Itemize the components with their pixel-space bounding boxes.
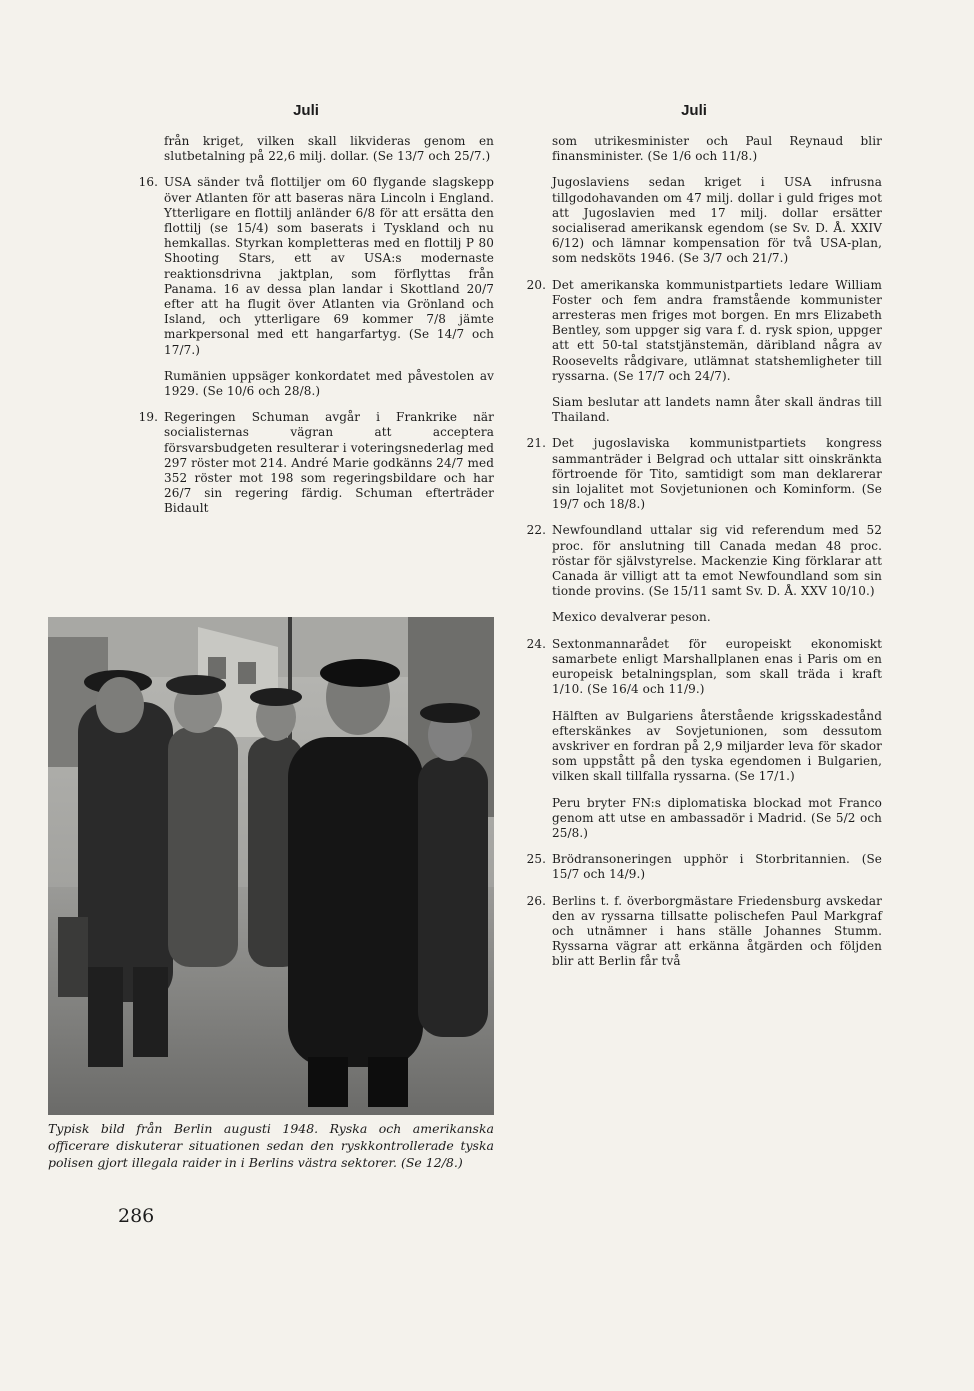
entry-21	[506, 436, 882, 512]
berlin-photo-illustration	[48, 617, 494, 1115]
left-column	[118, 102, 494, 528]
entry-16-day: 16.	[138, 175, 158, 190]
entry-22-text: Newfoundland uttalar sig vid referendum med 52 proc. för anslutning till Canada medan 48 proc. röstar för självstyrelse. Mackenzie King förklarar att Canada är villigt att ta emot Newfoundland som sin tionde provins. (Se 15/11 samt Sv. D. Å. XXV 10/10.)	[552, 523, 882, 599]
mexico-paragraph: Mexico devalverar peson.	[552, 610, 711, 625]
entry-20-text: Det amerikanska kommunistpartiets ledare William Foster och fem andra framstående kommunister arresteras men friges mot borgen. En mrs Elizabeth Bentley, som uppger sig vara f. d. rysk spion, uppger att ett 50-tal statstjänstemän, däribland några av Roosevelts rådgivare, utlämnat statshemligheter till ryssarna. (Se 17/7 och 24/7).	[552, 277, 882, 383]
entry-20-day: 20.	[526, 277, 546, 292]
entry-25	[506, 852, 882, 882]
bulgaria-paragraph: Hälften av Bulgariens återstående krigsskadestånd efterskänkes av Sovjetunionen, som dessutom avskriver en fordran på 2,9 miljarder leva för skador som uppstått på den tyska egendomen i Bulgarien, vilken skall tillfalla ryssarna. (Se 17/1.)	[552, 708, 882, 784]
entry-22-day: 22.	[526, 523, 546, 538]
entry-19	[118, 410, 494, 516]
entry-26	[506, 894, 882, 970]
entry-26-day: 26.	[526, 893, 546, 908]
right-intro-paragraph: som utrikesminister och Paul Reynaud blir finansminister. (Se 1/6 och 11/8.)	[552, 134, 882, 164]
entry-16-text: USA sänder två flottiljer om 60 flygande slagskepp över Atlanten för att baseras nära Lincoln i England. Ytterligare en flottilj anländer 6/8 för att ersätta den flottilj (se 15/4) som baserats i Tyskland och nu hemkallas. Styrkan kompletteras med en flottilj P 80 Shooting Stars, ett av USA:s modernaste reaktionsdrivna jaktplan, som förflyttas från Panama. 16 av dessa plan landar i Skottland 20/7 efter att ha flugit över Atlanten via Grönland och Island, och ytterligare 69 kommer 7/8 jämte markpersonal med ett hangarfartyg. (Se 14/7 och 17/7.)	[164, 175, 494, 357]
entry-21-day: 21.	[526, 436, 546, 451]
peru-paragraph: Peru bryter FN:s diplomatiska blockad mot Franco genom att utse en ambassadör i Madrid. (Se 5/2 och 25/8.)	[552, 795, 882, 840]
left-intro-paragraph: från kriget, vilken skall likvideras genom en slutbetalning på 22,6 milj. dollar. (Se 13/7 och 25/7.)	[164, 134, 494, 164]
entry-19-text: Regeringen Schuman avgår i Frankrike när socialisternas vägran att acceptera försvarsbudgeten resulterar i voteringsnederlag med 297 röster mot 214. André Marie godkänns 24/7 med 352 röster mot 198 som regeringsbildare och har 26/7 sin regering färdig. Schuman efterträder Bidault	[164, 410, 495, 516]
entry-24-day: 24.	[526, 636, 546, 651]
entry-26-text: Berlins t. f. överborgmästare Friedensburg avskedar den av ryssarna tillsatte polischefen Paul Markgraf och utnämner i hans ställe Johannes Stumm. Ryssarna vägrar att erkänna åtgärden och följden blir att Berlin får två	[552, 893, 882, 969]
photo-caption: Typisk bild från Berlin augusti 1948. Ryska och amerikanska officerare diskuterar situationen sedan den ryskkontrollerade tyska polisen gjort illegala raider in i Berlins västra sektorer. (Se 12/8.)	[48, 1121, 494, 1170]
right-running-head: Juli	[681, 102, 707, 119]
entry-20	[506, 278, 882, 384]
page-number: 286	[118, 1205, 155, 1227]
left-running-head: Juli	[293, 102, 319, 119]
entry-16	[118, 175, 494, 357]
entry-24-text: Sextonmannarådet för europeiskt ekonomiskt samarbete enligt Marshallplanen enas i Paris om en europeisk betalningsplan, som skall träda i kraft 1/10. (Se 16/4 och 11/9.)	[552, 636, 882, 697]
entry-25-day: 25.	[526, 852, 546, 867]
entry-21-text: Det jugoslaviska kommunistpartiets kongress sammanträder i Belgrad och uttalar sitt oinskränkta förtroende för Tito, samtidigt som man deklarerar sin lojalitet mot Sovjetunionen och Kominform. (Se 19/7 och 18/8.)	[552, 436, 882, 512]
entry-25-text: Brödransoneringen upphör i Storbritannien. (Se 15/7 och 14/9.)	[552, 852, 882, 882]
siam-paragraph: Siam beslutar att landets namn åter skall ändras till Thailand.	[552, 395, 882, 425]
romania-paragraph: Rumänien uppsäger konkordatet med påvestolen av 1929. (Se 10/6 och 28/8.)	[164, 368, 494, 399]
yugoslavia-paragraph: Jugoslaviens sedan kriget i USA infrusna tillgodohavanden om 47 milj. dollar i guld friges mot att Jugoslavien med 17 milj. dollar ersätter socialiserad amerikansk egendom (se Sv. D. Å. XXIV 6/12) och lämnar kompensation för två USA-plan, som nedsköts 1946. (Se 3/7 och 21/7.)	[552, 175, 882, 266]
berlin-photo	[48, 617, 494, 1115]
right-column	[506, 102, 882, 981]
entry-19-day: 19.	[138, 410, 158, 425]
entry-24	[506, 637, 882, 698]
entry-22	[506, 523, 882, 599]
